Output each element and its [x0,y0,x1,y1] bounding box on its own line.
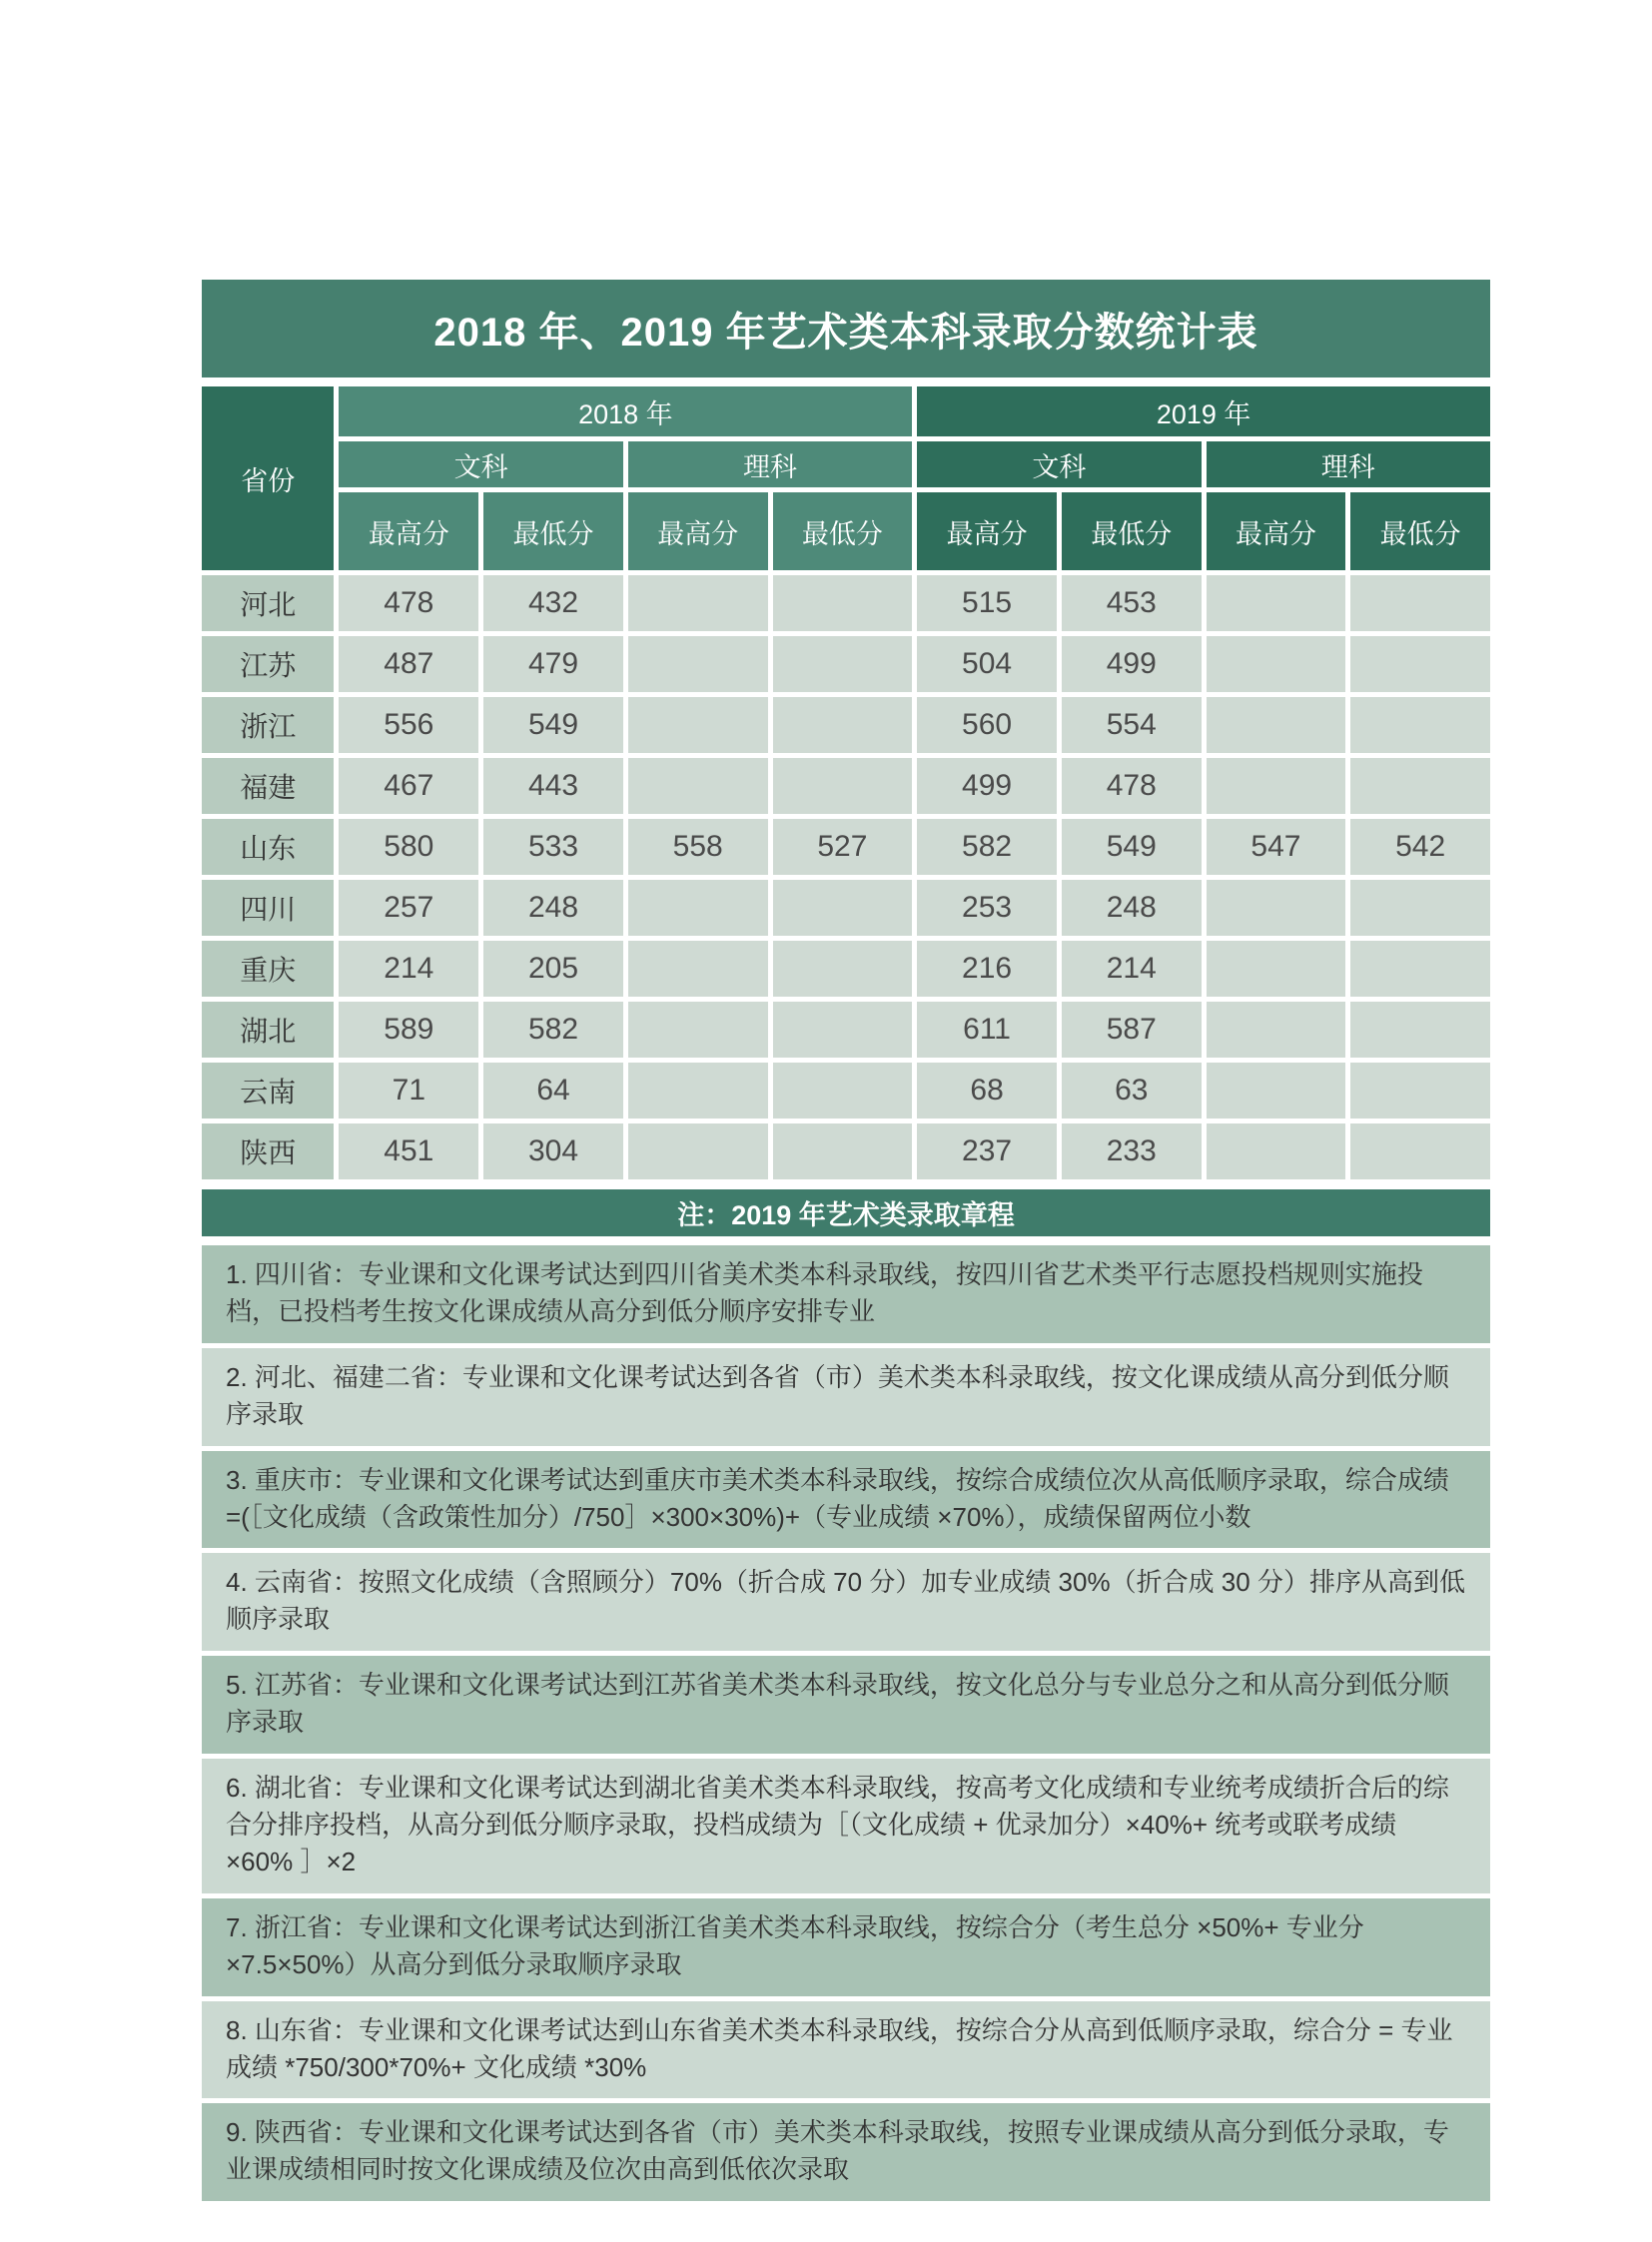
score-cell: 216 [917,941,1057,997]
score-cell: 504 [917,636,1057,692]
score-cell [1207,880,1346,936]
score-cell [628,941,768,997]
score-cell: 582 [917,819,1057,875]
table-row [202,880,1490,936]
score-cell [773,697,913,753]
province-cell: 浙江 [202,697,334,753]
table-row [202,636,1490,692]
score-cell: 556 [339,697,478,753]
score-cell: 554 [1062,697,1202,753]
score-cell: 237 [917,1123,1057,1179]
score-cell: 547 [1207,819,1346,875]
document-page [202,280,1490,2206]
score-cell [628,697,768,753]
score-table [197,381,1495,1184]
score-cell: 214 [339,941,478,997]
score-cell [1207,941,1346,997]
column-header-year-2018: 2018 年 [339,386,912,436]
header-row-years [202,386,1490,436]
score-cell: 64 [483,1063,623,1119]
column-header-max-score: 最高分 [628,492,768,570]
score-cell: 611 [917,1002,1057,1058]
score-cell [1207,1002,1346,1058]
score-cell [1350,1002,1490,1058]
note-item-3: 3. 重庆市：专业课和文化课考试达到重庆市美术类本科录取线，按综合成绩位次从高低顺序录取，综合成绩 =(［文化成绩（含政策性加分）/750］×300×30%)+（专业成绩 ×70%），成绩保留两位小数 [202,1451,1490,1549]
score-cell: 515 [917,575,1057,631]
table-row [202,575,1490,631]
note-item-1: 1. 四川省：专业课和文化课考试达到四川省美术类本科录取线，按四川省艺术类平行志愿投档规则实施投档，已投档考生按文化课成绩从高分到低分顺序安排专业 [202,1245,1490,1343]
score-cell [1350,1123,1490,1179]
note-item-5: 5. 江苏省：专业课和文化课考试达到江苏省美术类本科录取线，按文化总分与专业总分之和从高分到低分顺序录取 [202,1656,1490,1754]
score-cell: 558 [628,819,768,875]
province-cell: 四川 [202,880,334,936]
score-cell [628,758,768,814]
column-header-2019-liberal-arts: 文科 [917,441,1201,487]
province-cell: 山东 [202,819,334,875]
table-row [202,1002,1490,1058]
score-cell: 499 [1062,636,1202,692]
score-cell [1350,575,1490,631]
score-cell: 453 [1062,575,1202,631]
table-row [202,819,1490,875]
score-cell: 248 [1062,880,1202,936]
score-cell [1207,575,1346,631]
score-cell: 560 [917,697,1057,753]
score-cell: 527 [773,819,913,875]
note-item-8: 8. 山东省：专业课和文化课考试达到山东省美术类本科录取线，按综合分从高到低顺序录取，综合分 = 专业成绩 *750/300*70%+ 文化成绩 *30% [202,2001,1490,2099]
note-item-4: 4. 云南省：按照文化成绩（含照顾分）70%（折合成 70 分）加专业成绩 30%（折合成 30 分）排序从高到低顺序录取 [202,1553,1490,1651]
score-cell: 549 [483,697,623,753]
header-row-subjects [202,441,1490,487]
score-cell: 587 [1062,1002,1202,1058]
column-header-min-score: 最低分 [773,492,913,570]
score-cell [1207,1123,1346,1179]
province-cell: 河北 [202,575,334,631]
province-cell: 云南 [202,1063,334,1119]
score-cell [628,1002,768,1058]
province-cell: 福建 [202,758,334,814]
page-title: 2018 年、2019 年艺术类本科录取分数统计表 [202,280,1490,377]
score-cell: 451 [339,1123,478,1179]
column-header-min-score: 最低分 [483,492,623,570]
score-cell [628,575,768,631]
score-cell: 68 [917,1063,1057,1119]
score-cell [1350,880,1490,936]
score-cell [628,636,768,692]
score-cell [773,941,913,997]
score-cell: 233 [1062,1123,1202,1179]
note-item-9: 9. 陕西省：专业课和文化课考试达到各省（市）美术类本科录取线，按照专业课成绩从高分到低分录取，专业课成绩相同时按文化课成绩及位次由高到低依次录取 [202,2103,1490,2201]
score-cell: 63 [1062,1063,1202,1119]
score-cell: 248 [483,880,623,936]
score-cell: 479 [483,636,623,692]
table-row [202,758,1490,814]
score-cell [773,880,913,936]
column-header-2018-science: 理科 [628,441,912,487]
score-cell: 432 [483,575,623,631]
table-row [202,941,1490,997]
score-cell: 542 [1350,819,1490,875]
column-header-2018-liberal-arts: 文科 [339,441,622,487]
score-cell [773,575,913,631]
score-cell: 582 [483,1002,623,1058]
score-cell: 589 [339,1002,478,1058]
note-item-6: 6. 湖北省：专业课和文化课考试达到湖北省美术类本科录取线，按高考文化成绩和专业统考成绩折合后的综合分排序投档，从高分到低分顺序录取，投档成绩为［（文化成绩 + 优录加分）×40%+ 统考或联考成绩 ×60% ］×2 [202,1759,1490,1893]
score-cell: 467 [339,758,478,814]
column-header-max-score: 最高分 [1207,492,1346,570]
province-cell: 江苏 [202,636,334,692]
score-cell: 478 [1062,758,1202,814]
score-cell [1350,941,1490,997]
note-item-7: 7. 浙江省：专业课和文化课考试达到浙江省美术类本科录取线，按综合分（考生总分 ×50%+ 专业分 ×7.5×50%）从高分到低分录取顺序录取 [202,1898,1490,1996]
score-cell: 580 [339,819,478,875]
score-cell: 443 [483,758,623,814]
note-item-2: 2. 河北、福建二省：专业课和文化课考试达到各省（市）美术类本科录取线，按文化课成绩从高分到低分顺序录取 [202,1348,1490,1446]
score-cell: 205 [483,941,623,997]
score-cell: 253 [917,880,1057,936]
score-cell [1207,636,1346,692]
score-cell [1350,697,1490,753]
score-cell: 214 [1062,941,1202,997]
score-cell [773,1123,913,1179]
score-cell [628,1063,768,1119]
province-cell: 湖北 [202,1002,334,1058]
notes-section [202,1245,1490,2201]
column-header-min-score: 最低分 [1350,492,1490,570]
score-cell: 487 [339,636,478,692]
notes-header: 注：2019 年艺术类录取章程 [202,1189,1490,1236]
score-cell: 257 [339,880,478,936]
score-cell [628,1123,768,1179]
province-cell: 陕西 [202,1123,334,1179]
score-cell [1350,758,1490,814]
score-cell [773,758,913,814]
column-header-max-score: 最高分 [339,492,478,570]
column-header-province: 省份 [202,386,334,570]
province-cell: 重庆 [202,941,334,997]
column-header-max-score: 最高分 [917,492,1057,570]
column-header-min-score: 最低分 [1062,492,1202,570]
column-header-2019-science: 理科 [1207,441,1490,487]
score-cell [1350,636,1490,692]
score-cell [773,636,913,692]
score-cell: 533 [483,819,623,875]
score-cell [1207,697,1346,753]
score-cell: 304 [483,1123,623,1179]
header-row-minmax [202,492,1490,570]
score-cell [773,1063,913,1119]
score-cell [1207,758,1346,814]
table-row [202,697,1490,753]
column-header-year-2019: 2019 年 [917,386,1490,436]
table-row [202,1063,1490,1119]
score-cell: 71 [339,1063,478,1119]
table-row [202,1123,1490,1179]
score-cell: 549 [1062,819,1202,875]
score-cell [773,1002,913,1058]
score-cell: 499 [917,758,1057,814]
score-cell [628,880,768,936]
score-cell [1207,1063,1346,1119]
score-cell [1350,1063,1490,1119]
score-cell: 478 [339,575,478,631]
